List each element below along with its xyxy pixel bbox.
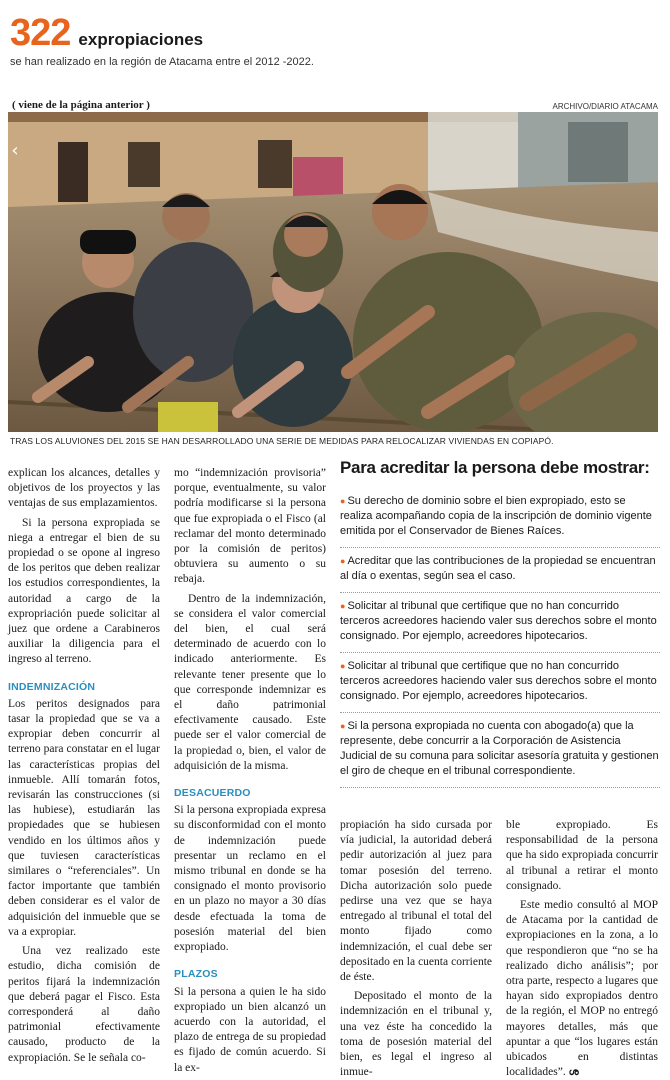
box-item-text: Su derecho de dominio sobre el bien expropiado, esto se realiza acompañando copia de la inscripción de dominio vigente emitida por el Conservador de Bienes Raíces. bbox=[340, 495, 652, 537]
box-item bbox=[340, 488, 660, 548]
box-item bbox=[340, 713, 660, 788]
bullet-icon: ● bbox=[340, 556, 346, 566]
stat-word: expropiaciones bbox=[78, 30, 204, 49]
subhead-desacuerdo: DESACUERDO bbox=[174, 787, 251, 800]
stat-number: 322 bbox=[10, 12, 71, 54]
paragraph: Si la persona expropiada se niega a entregar el bien de su propiedad o se opone al ingreso de los peritos que deben realizar los estudios correspondientes, la autoridad a cargo de la expropriación puede solicitar al juez que ordene a Carabineros auxiliar la diligencia para el ingreso al terreno. bbox=[8, 516, 160, 666]
flood-rescue-illustration bbox=[8, 112, 658, 432]
news-photo bbox=[8, 112, 658, 432]
box-item-text: Solicitar al tribunal que certifique que no han concurrido terceros acreedores haciendo valer sus derechos sobre el monto consignado. Por ejemplo, acreedores hipotecarios. bbox=[340, 660, 657, 702]
box-item bbox=[340, 653, 660, 713]
box-item bbox=[340, 548, 660, 593]
paragraph-text: Este medio consultó al MOP de Atacama por la cantidad de expropiaciones en la zona, a lo que respondieron que “no se ha realizado dicho análisis”; por otra parte, respecto a lugares que hayan sido expropiados dentro de la región, el MOP no entregó mayores detalles, más que apuntar a que “los lugares están ubicados en distintas localidades”. bbox=[506, 899, 658, 1079]
paragraph: Depositado el monto de la indemnización en el tribunal y, una vez éste ha concedido la toma de posesión material del bien, es legal el ingreso al inmue- bbox=[340, 990, 492, 1079]
box-item-text: Si la persona expropiada no cuenta con abogado(a) que la represente, debe concurrir a la Corporación de Asistencia Judicial de su comuna para solicitar asesoría gratuita y gestionen el giro de cheque en el tribunal correspondiente. bbox=[340, 720, 659, 777]
subhead-plazos: PLAZOS bbox=[174, 968, 218, 981]
stat-subtitle: se han realizado en la región de Atacama entre el 2012 -2022. bbox=[10, 56, 314, 68]
paragraph: propiación ha sido cursada por vía judicial, la autoridad deberá pedir autorización al juez para tomar posesión del terreno. Dicha autorización solo puede pedirse una vez que se haya entregado al tribunal el total del monto fijado como indemnización, el cual debe ser depositado en la cuenta corriente de éste. bbox=[340, 819, 492, 984]
article-column-4 bbox=[506, 818, 658, 1080]
requirements-box bbox=[340, 458, 660, 788]
article-column-2 bbox=[174, 466, 326, 1076]
box-item-text: Solicitar al tribunal que certifique que no han concurrido terceros acreedores haciendo valer sus derechos sobre el monto consignado. Por ejemplo, acreedores hipotecarios. bbox=[340, 600, 657, 642]
end-mark-icon: ശ bbox=[568, 1067, 579, 1079]
paragraph: explican los alcances, detalles y objetivos de los proyectos y las ventajas de sus emplazamientos. bbox=[8, 467, 160, 510]
stat-headline bbox=[10, 14, 203, 52]
continued-note: ( viene de la página anterior ) bbox=[12, 99, 150, 111]
paragraph: Una vez realizado este estudio, dicha comisión de peritos fijará la indemnización que deberá pagar el Fisco. Esta corresponderá al daño patrimonial efectivamente causado, producto de la expropiación. Se le señala co- bbox=[8, 945, 160, 1064]
bullet-icon: ● bbox=[340, 721, 346, 731]
bullet-icon: ● bbox=[340, 496, 346, 506]
box-item bbox=[340, 593, 660, 653]
paragraph: mo “indemnización provisoria” porque, eventualmente, su valor podría modificarse si la persona que fue expropiada o el Fisco (al reclamar del monto determinado por la comisión de peritos) obtuviera su aumento o su rebaja. bbox=[174, 467, 326, 586]
photo-credit: ARCHIVO/DIARIO ATACAMA bbox=[552, 102, 658, 111]
box-item-text: Acreditar que las contribuciones de la propiedad se encuentran al día o exentas, según sea el caso. bbox=[340, 555, 656, 582]
bullet-icon: ● bbox=[340, 601, 346, 611]
article-column-1 bbox=[8, 466, 160, 1066]
chevron-left-icon[interactable]: ‹ bbox=[11, 140, 19, 161]
subhead-indemnizacion: INDEMNIZACIÓN bbox=[8, 680, 96, 693]
article-column-3 bbox=[340, 818, 492, 1080]
paragraph: Si la persona expropiada expresa su disconformidad con el monto de indemnización puede presentar un reclamo en el mismo tribunal en donde se ha consignado el monto provisorio en un plazo no mayor a 30 días desde efectuada la toma de posesión material del bien expropiado. bbox=[174, 804, 326, 954]
paragraph: Si la persona a quien le ha sido expropiado un bien alcanzó un acuerdo con la autoridad, el plazo de entrega de su propiedad es fijado de común acuerdo. Si la ex- bbox=[174, 985, 326, 1074]
paragraph: ble expropiado. Es responsabilidad de la persona que ha sido expropiada concurrir al tribunal a retirar el monto consignado. bbox=[506, 819, 658, 892]
paragraph: Dentro de la indemnización, se considera el valor comercial del bien, el cual será determinado de acuerdo con lo indicado anteriormente. Es relevante tener presente que lo que corresponde indemnizar es el daño patrimonial efectivamente causado. Este puede ser el valor comercial de la propiedad o, bien, el valor de adquisición de la misma. bbox=[174, 592, 326, 772]
bullet-icon: ● bbox=[340, 661, 346, 671]
paragraph bbox=[506, 898, 658, 1080]
photo-caption: TRAS LOS ALUVIONES DEL 2015 SE HAN DESARROLLADO UNA SERIE DE MEDIDAS PARA RELOCALIZAR VIVIENDAS EN COPIAPÓ. bbox=[10, 436, 554, 446]
paragraph: Los peritos designados para tasar la propiedad que se va a expropiar deben concurrir al terreno para constatar en el lugar las características propias del inmueble. Allí tomarán fotos, revisarán las construcciones (si las hubiese), estudiarán las propiedades que se hubiesen vendido en los últimos años y que tuviesen características similares o “referenciales”. Un factor importante que también deben considerar es el valor de adquisición del inmueble que se va a expropiar. bbox=[8, 697, 160, 938]
box-title: Para acreditar la persona debe mostrar: bbox=[340, 458, 650, 477]
